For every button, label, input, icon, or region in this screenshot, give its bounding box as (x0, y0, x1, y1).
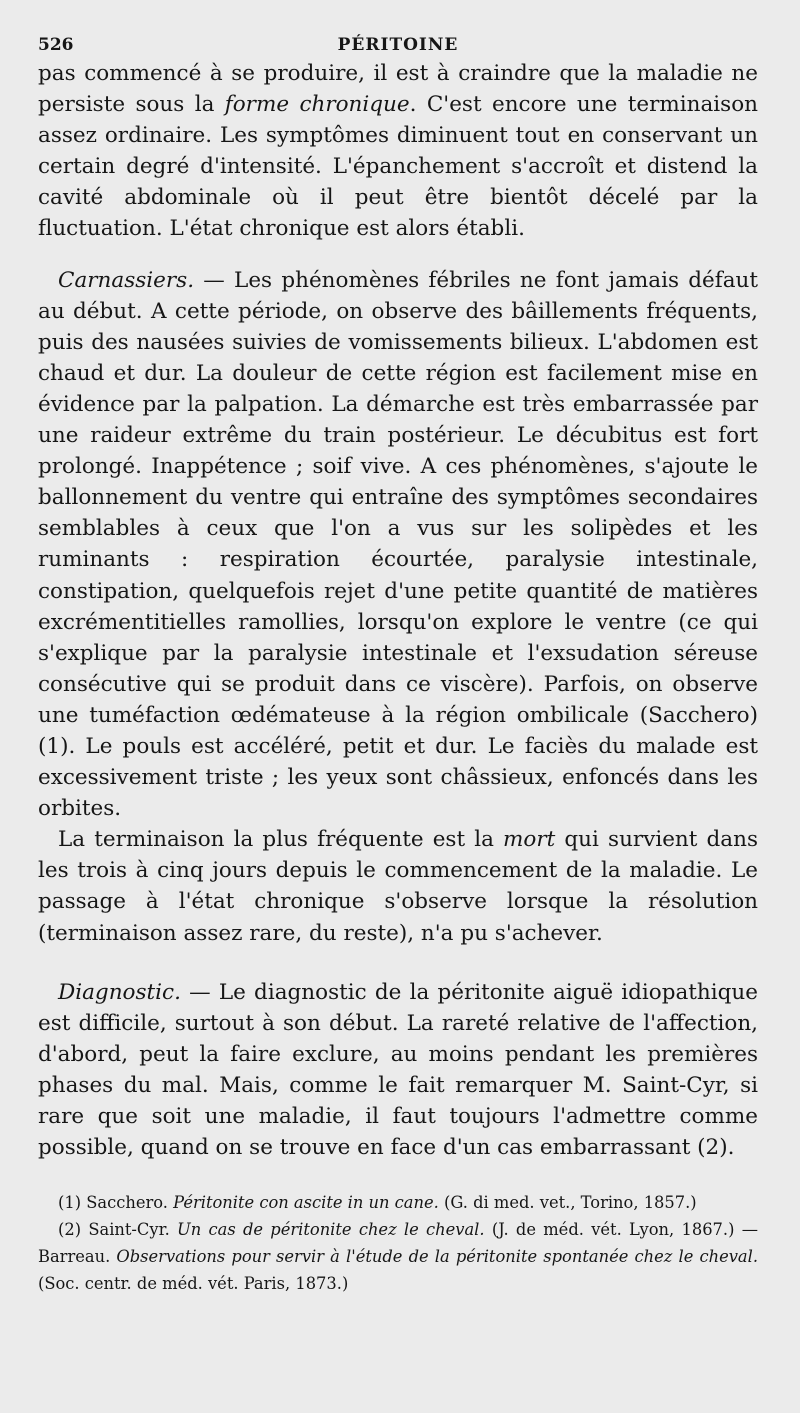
section-heading-carnassiers: Carnassiers. (58, 267, 195, 293)
paragraph-text: — Les phénomènes fébriles ne font jamais défaut au début. A cette période, on observe des bâillements fréquents, puis des nausées suivies de vomissements bilieux. L'abdomen est chaud et dur. La douleur de cette région est facilement mise en évidence par la palpation. La démarche est très embarrassée par une raideur extrême du train postérieur. Le décubitus est fort prolongé. Inappétence ; soif vive. A ces phénomènes, s'ajoute le ballonnement du ventre qui entraîne des symptômes secondaires semblables à ceux que l'on a vus sur les solipèdes et les ruminants : respiration écourtée, paralysie intestinale, constipation, quelquefois rejet d'une petite quantité de matières excrémentitielles ramollies, lorsqu'on explore le ventre (ce qui s'explique par la paralysie intestinale et l'exsudation séreuse consécutive qui se produit dans ce viscère). Parfois, on observe une tuméfaction œdémateuse à la région ombilicale (Sacchero) (1). Le pouls est accéléré, petit et dur. Le faciès du malade est excessivement triste ; les yeux sont châssieux, enfoncés dans les orbites. (38, 267, 758, 822)
paragraph-text: La terminaison la plus fréquente est la (58, 827, 504, 853)
paragraph-text: . C'est encore une terminaison assez ordinaire. Les symptômes diminuent tout en conservant un certain degré d'intensité. L'épanchement s'accroît et distend la cavité abdominale où il peut être bientôt décelé par la fluctuation. L'état chronique est alors établi. (38, 92, 758, 242)
footnote-marker: (1) Sacchero. (58, 1193, 174, 1213)
paragraph-carnassiers (38, 265, 758, 825)
paragraph-text: qui survient dans les trois à cinq jours depuis le commencement de la maladie. Le passage à l'état chronique s'observe lorsque la résolution (terminaison assez rare, du reste), n'a pu s'achever. (38, 827, 759, 946)
paragraph-text: — Le diagnostic de la péritonite aiguë idiopathique est difficile, surtout à son début. La rareté relative de l'affection, d'abord, peut la faire exclure, au moins pendant les premières phases du mal. Mais, comme le fait remarquer M. Saint-Cyr, si rare que soit une maladie, il faut toujours l'admettre comme possible, quand on se trouve en face d'un cas embarrassant (2). (38, 979, 758, 1161)
running-title: PÉRITOINE (337, 35, 459, 55)
footnote-citation: (Soc. centr. de méd. vét. Paris, 1873.) (38, 1274, 349, 1294)
footnote-source-title: Observations pour servir à l'étude de la péritonite spontanée chez le cheval. (116, 1247, 759, 1267)
footnote-source-title: Péritonite con ascite in un cane. (173, 1193, 439, 1213)
paragraph-diagnostic (38, 977, 758, 1164)
section-heading-diagnostic: Diagnostic. (58, 979, 181, 1005)
running-header (38, 32, 758, 58)
main-text (38, 58, 758, 1163)
footnote-marker: (2) Saint-Cyr. (58, 1220, 178, 1240)
emphasis-text: mort (503, 827, 556, 853)
paragraph-termination (38, 824, 758, 948)
paragraph-text: pas commencé à se produire, il est à craindre que la maladie ne persiste sous la (38, 61, 758, 118)
footnotes (38, 1189, 758, 1297)
emphasis-text: forme chronique (224, 92, 410, 118)
footnote-1 (38, 1189, 758, 1216)
footnote-citation: (J. de méd. vét. Lyon, 1867.) — Barreau. (38, 1220, 758, 1267)
paragraph-chronic-form (38, 58, 758, 245)
page-number: 526 (38, 35, 74, 55)
footnote-2 (38, 1216, 758, 1297)
footnote-source-title: Un cas de péritonite chez le cheval. (177, 1220, 485, 1240)
footnote-citation: (G. di med. vet., Torino, 1857.) (438, 1193, 697, 1213)
